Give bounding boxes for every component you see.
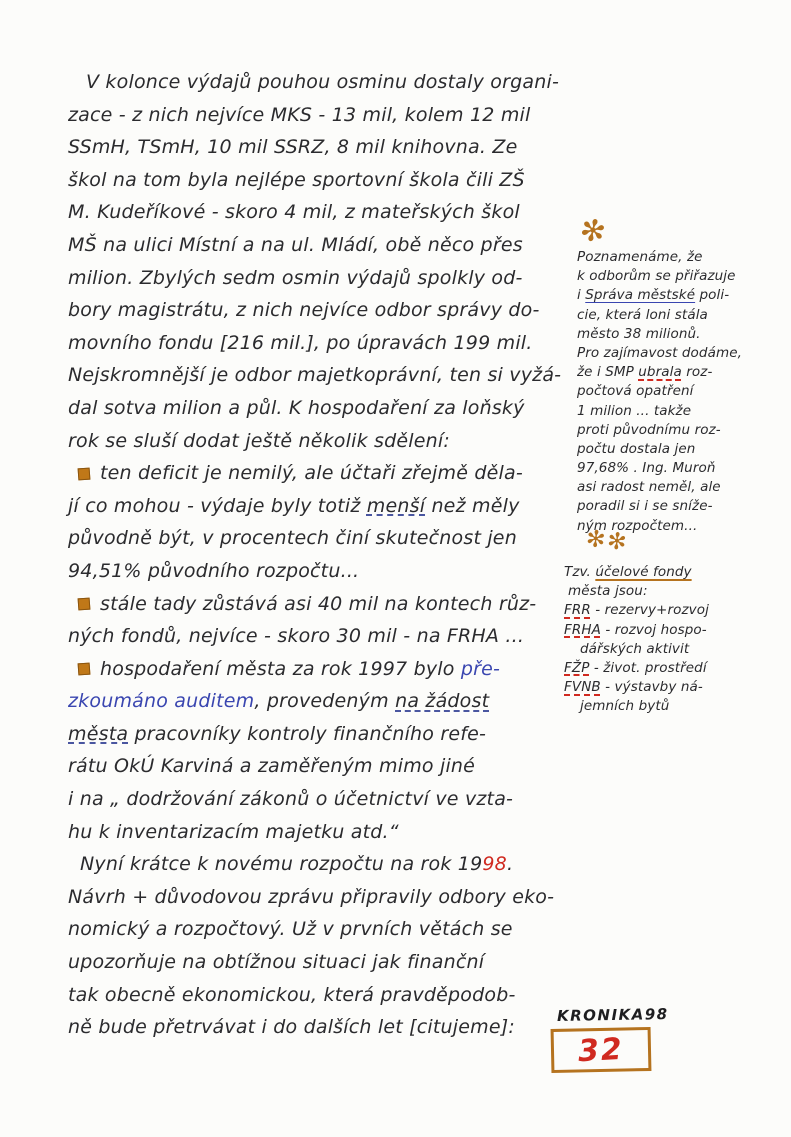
text-run: Nejskromnější je odbor majetkoprávní, ten si vyžá- [68,364,562,387]
text-line [68,327,578,360]
text-run: V kolonce výdajů pouhou osminu dostaly organi- [86,71,560,93]
text-run: účelové fondy [595,564,692,580]
text-line [68,457,578,490]
text-line [68,718,578,751]
text-line [68,946,578,979]
text-run: proti původnímu roz- [577,421,721,438]
text-run: ubrala [638,364,682,381]
text-line [68,750,578,783]
text-line [577,325,791,344]
text-line [68,913,578,946]
text-line [68,359,578,392]
text-run: asi radost neměl, ale [577,479,721,496]
text-line [577,306,791,325]
bullet-square-icon [78,598,91,611]
text-line [68,555,578,588]
double-star-icon: ✻✻ [584,525,630,557]
text-run: 98 [482,853,507,876]
page-number: 32 [577,1031,625,1069]
text-line [564,640,786,659]
text-line [68,294,578,327]
text-line [577,382,791,401]
text-line [68,229,578,262]
text-run: původně být, v procentech činí skutečnost jen [68,527,517,550]
text-run: ně bude přetrvávat i do dalších let [citujeme]: [68,1016,515,1039]
text-line [68,685,578,718]
text-run: - výstavby ná- [600,679,703,696]
text-run: Nyní krátce k novému rozpočtu na rok 19 [80,853,483,876]
text-line [68,66,578,99]
text-run: 1 milion ... takže [577,402,692,419]
text-run: FŽP [564,659,590,676]
text-run: M. Kudeříkové - skoro 4 mil, z mateřských škol [68,201,520,224]
text-run: rok se sluší dodat ještě několik sdělení: [68,429,450,452]
text-line [577,497,791,516]
text-line [564,678,786,697]
text-line [68,490,578,523]
bullet-square-icon [78,467,91,480]
text-run: 94,51% původního rozpočtu... [68,559,360,582]
margin-note-funds [564,563,786,717]
kronika-label: KRONIKA98 [556,1005,669,1025]
text-run: rátu OkÚ Karviná a zaměřeným mimo jiné [68,755,476,778]
text-line [68,131,578,164]
margin-note-police [577,248,791,536]
text-line [564,582,786,601]
text-run: - život. prostředí [589,659,707,676]
text-run: menší [366,494,426,517]
text-run: FRHA [564,621,601,638]
text-line [68,588,578,621]
text-run: jemních bytů [580,698,670,715]
text-line [577,363,791,382]
text-line [68,620,578,653]
text-line [68,425,578,458]
text-run: dal sotva milion a půl. K hospodaření za loňský [68,396,525,419]
text-line [68,262,578,295]
text-run: Poznamenáme, že [577,249,703,265]
text-line [564,659,786,678]
text-run: Správa městské [585,287,696,304]
text-line [577,286,791,305]
text-run: poli- [695,287,730,304]
text-line [564,621,786,640]
text-run: bory magistrátu, z nich nejvíce odbor správy do- [68,299,540,322]
text-run: - rezervy+rozvoj [590,602,709,619]
text-line [577,344,791,363]
text-run: FRR [564,602,591,619]
text-line [577,248,791,267]
text-run: města jsou: [568,583,648,600]
text-run: upozorňuje na obtížnou situaci jak finanční [68,951,485,974]
text-line [564,697,786,716]
text-run: pracovníky kontroly finančního refe- [128,722,487,745]
text-run: dářských aktivit [580,640,690,657]
text-run: milion. Zbylých sedm osmin výdajů spolkly od- [68,266,523,289]
text-line [68,848,578,881]
text-run: že i SMP [577,364,639,381]
text-line [68,979,578,1012]
text-run: stále tady zůstává asi 40 mil na kontech růz- [100,592,537,615]
text-run: movního fondu [216 mil.], po úpravách 199 mil. [68,331,533,354]
text-run: Pro zajímavost dodáme, [577,344,743,361]
text-run: roz- [681,364,713,381]
page-number-box [551,1027,652,1073]
text-line [564,601,786,620]
text-run: ten deficit je nemilý, ale účtaři zřejmě děla- [100,462,523,485]
text-run: počtová opatření [577,383,694,400]
text-run: . [506,853,514,876]
text-run: tak obecně ekonomickou, která pravděpodob- [68,983,516,1006]
text-line [577,459,791,478]
text-line [577,440,791,459]
text-run: počtu dostala jen [577,440,696,457]
text-line [68,653,578,686]
text-run: hospodaření města za rok 1997 bylo [100,657,461,680]
text-line [577,267,791,286]
text-run: Návrh + důvodovou zprávu připravily odbory eko- [68,885,555,908]
main-text-block [68,66,578,1044]
text-run: ných fondů, nejvíce - skoro 30 mil - na FRHA ... [68,625,525,648]
text-run: Tzv. [564,564,596,580]
text-run: ným rozpočtem... [577,517,698,534]
text-run: zace - z nich nejvíce MKS - 13 mil, kolem 12 mil [68,103,531,126]
text-run: - rozvoj hospo- [600,621,707,638]
text-run: 97,68% . Ing. Muroň [577,460,716,477]
text-run: i [577,287,586,304]
text-line [564,563,786,582]
text-run: poradil si i se sníže- [577,498,713,515]
text-run: nomický a rozpočtový. Už v prvních větách se [68,918,513,941]
text-line [68,164,578,197]
text-run: FVNB [564,679,601,696]
text-run: města [68,722,129,745]
text-run: pře- [460,657,501,680]
bullet-square-icon [78,663,91,676]
text-line [577,478,791,497]
text-line [68,392,578,425]
text-run: hu k inventarizacím majetku atd.“ [68,820,399,843]
text-run: k odborům se přiřazuje [577,268,736,285]
text-line [68,522,578,555]
text-run: než měly [425,494,520,517]
text-line [68,196,578,229]
text-run: zkoumáno auditem [68,690,255,713]
text-line [68,881,578,914]
text-line [68,816,578,849]
text-line [68,1011,578,1044]
text-line [577,421,791,440]
text-run: cie, která loni stála [577,306,708,323]
text-run: MŠ na ulici Místní a na ul. Mládí, obě něco přes [68,233,523,256]
text-run: i na „ dodržování zákonů o účetnictví ve vzta- [68,788,514,811]
text-run: SSmH, TSmH, 10 mil SSRZ, 8 mil knihovna. Ze [68,136,518,159]
text-run: škol na tom byla nejlépe sportovní škola čili ZŠ [68,168,525,191]
star-icon: ✻ [576,211,610,252]
text-line [577,402,791,421]
text-run: město 38 milionů. [577,325,701,342]
text-line [68,99,578,132]
text-run: jí co mohou - výdaje byly totiž [68,494,367,517]
text-run: , provedeným [254,690,396,713]
text-run: na žádost [395,690,490,713]
text-line [68,783,578,816]
